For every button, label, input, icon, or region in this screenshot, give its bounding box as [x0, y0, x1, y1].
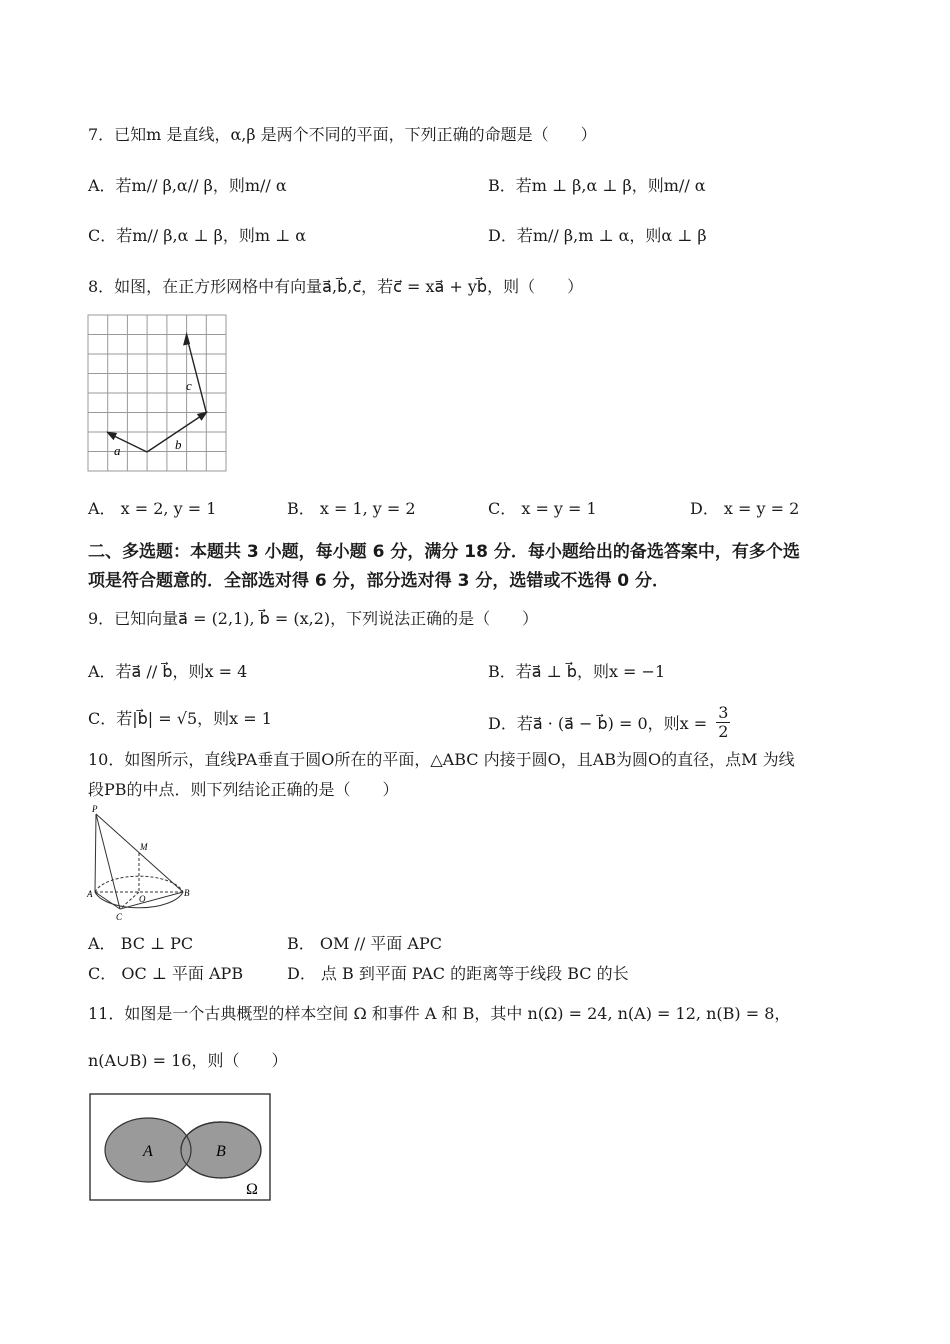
- vector-b-arrowhead: [198, 413, 206, 420]
- q11-stem-line1: 11．如图是一个古典概型的样本空间 Ω 和事件 A 和 B，其中 n(Ω) = 24, n(A) = 12, n(B) = 8，: [88, 1004, 791, 1023]
- q11-stem-line2: n(A∪B) = 16，则（ ）: [88, 1051, 288, 1070]
- q8-stem: 8．如图，在正方形网格中有向量a⃗,b⃗,c⃗，若c⃗ = xa⃗ + yb⃗，则（ ）: [88, 277, 584, 296]
- vector-c-line: [187, 337, 207, 413]
- q7-option-a: A．若m// β,α// β，则m// α: [88, 176, 287, 195]
- q10-option-b: B． OM // 平面 APC: [287, 934, 442, 953]
- q8-option-d: D． x = y = 2: [690, 499, 800, 518]
- grid-lines: [88, 315, 226, 471]
- q10-stem-line1: 10．如图所示，直线PA垂直于圆O所在的平面，△ABC 内接于圆O，且AB为圆O的直径，点M 为线: [88, 750, 795, 769]
- q7-option-d: D．若m// β,m ⊥ α，则α ⊥ β: [488, 226, 707, 245]
- q7-option-c: C．若m// β,α ⊥ β，则m ⊥ α: [88, 226, 307, 245]
- q9-option-d-text: D．若a⃗ · (a⃗ − b⃗) = 0，则x =: [488, 714, 708, 733]
- fraction-numerator: 3: [718, 703, 729, 722]
- q9-option-b: B．若a⃗ ⊥ b⃗，则x = −1: [488, 662, 666, 681]
- label-event-A: A: [143, 1143, 153, 1160]
- section-2-heading-line1: 二、多选题：本题共 3 小题，每小题 6 分，满分 18 分．每小题给出的备选答案中，有多个选: [88, 542, 800, 562]
- label-c: c⃗: [186, 378, 202, 393]
- label-M: M: [140, 842, 148, 852]
- q8-option-b: B． x = 1, y = 2: [287, 499, 416, 518]
- label-C: C: [116, 912, 123, 922]
- label-O: O: [139, 894, 146, 904]
- edge-PA: [95, 814, 96, 892]
- q8-option-a: A． x = 2, y = 1: [88, 499, 217, 518]
- vector-a-arrowhead: [108, 433, 116, 440]
- q7-option-b: B．若m ⊥ β,α ⊥ β，则m// α: [488, 176, 706, 195]
- q9-option-c: C．若|b⃗| = √5，则x = 1: [88, 709, 272, 728]
- label-A: A: [87, 889, 93, 899]
- q10-stem-line2: 段PB的中点．则下列结论正确的是（ ）: [88, 780, 399, 799]
- label-b: b⃗: [175, 437, 192, 452]
- section-2-heading-line2: 项是符合题意的．全部选对得 6 分，部分选对得 3 分，选错或不选得 0 分．: [88, 571, 669, 591]
- q8-grid-figure: [86, 313, 230, 475]
- q7-stem: 7．已知m 是直线，α,β 是两个不同的平面，下列正确的命题是（ ）: [88, 125, 597, 144]
- q8-option-c: C． x = y = 1: [488, 499, 597, 518]
- q9-option-d-fraction: [716, 704, 730, 741]
- q10-cone-figure: [84, 802, 194, 924]
- q9-option-a: A．若a⃗ // b⃗，则x = 4: [88, 662, 248, 681]
- q10-option-d: D． 点 B 到平面 PAC 的距离等于线段 BC 的长: [287, 964, 629, 983]
- q10-option-a: A． BC ⊥ PC: [88, 934, 194, 953]
- vector-c-arrowhead: [184, 335, 189, 345]
- label-B: B: [184, 888, 190, 898]
- label-a: a⃗: [114, 443, 131, 458]
- q10-option-c: C． OC ⊥ 平面 APB: [88, 964, 244, 983]
- label-event-B: B: [216, 1143, 226, 1160]
- label-omega: Ω: [246, 1181, 258, 1198]
- q11-venn-diagram: [89, 1093, 273, 1203]
- q9-option-d: [488, 703, 730, 743]
- fraction-denominator: 2: [718, 722, 729, 741]
- q9-stem: 9．已知向量a⃗ = (2,1), b⃗ = (x,2)，下列说法正确的是（ ）: [88, 609, 539, 628]
- label-P: P: [92, 804, 98, 814]
